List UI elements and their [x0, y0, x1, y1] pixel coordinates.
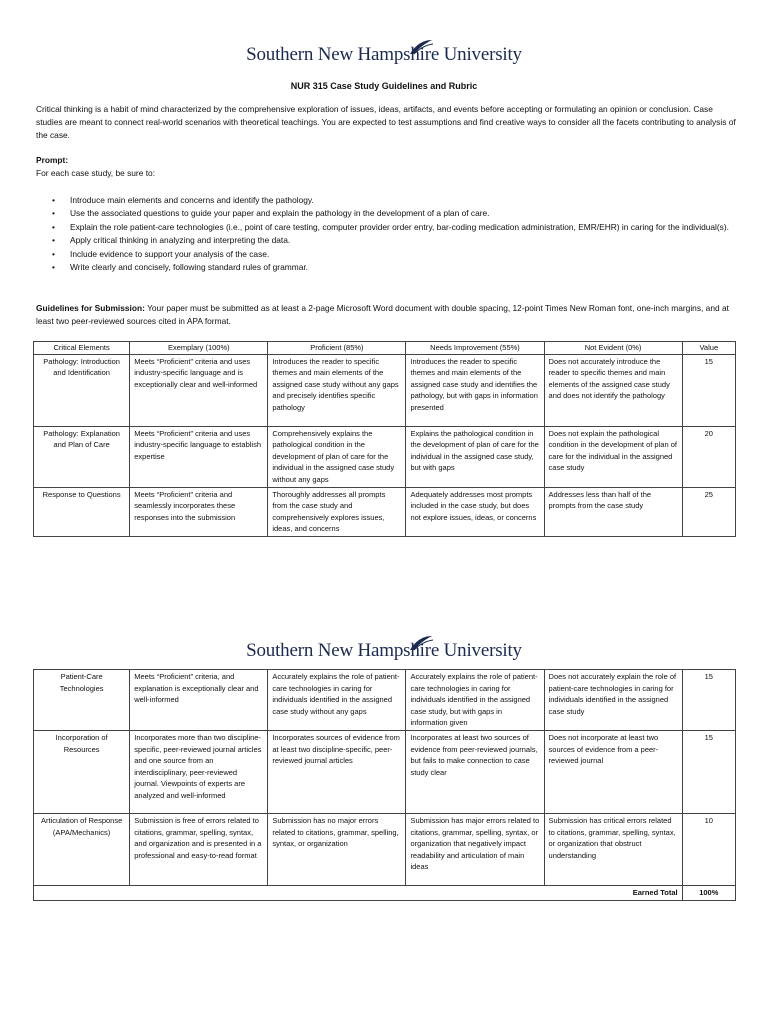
exemplary-cell: Meets “Proficient” criteria and uses industry-specific language and is exceptionally clear and well-informed: [130, 354, 268, 426]
list-item: • Include evidence to support your analysis of the case.: [52, 248, 742, 261]
column-header: Exemplary (100%): [130, 342, 268, 355]
prompt-heading: Prompt:: [36, 155, 69, 165]
critical-element-cell: Pathology: Explanation and Plan of Care: [34, 426, 130, 487]
submission-guidelines-label: Guidelines for Submission:: [36, 303, 145, 313]
table-row: [34, 813, 736, 885]
not-evident-cell: Addresses less than half of the prompts from the case study: [544, 487, 682, 536]
column-header: Needs Improvement (55%): [406, 342, 544, 355]
value-cell: 20: [682, 426, 735, 487]
earned-total-value: 100%: [682, 885, 735, 900]
value-cell: 15: [682, 354, 735, 426]
list-item: • Write clearly and concisely, following standard rules of grammar.: [52, 261, 742, 274]
prompt-subheading: For each case study, be sure to:: [36, 168, 156, 178]
critical-element-cell: Pathology: Introduction and Identification: [34, 354, 130, 426]
logo-swoosh-icon: [408, 634, 434, 652]
exemplary-cell: Incorporates more than two discipline-specific, peer-reviewed journal articles and one source from an interdisciplinary, peer-reviewed journal. Viewpoints of experts are analyzed and well-informed: [130, 730, 268, 813]
critical-element-cell: Response to Questions: [34, 487, 130, 536]
not-evident-cell: Does not explain the pathological condition in the development of plan of care for the individual in the assigned case study: [544, 426, 682, 487]
total-row: [34, 885, 736, 900]
intro-paragraph: Critical thinking is a habit of mind characterized by the comprehensive exploration of issues, ideas, artifacts, and events before accepting or formulating an opinion or conclusion. Case studies are meant to connect real-world scenarios with theoretical teachings. You are expected to test assumptions and find creative ways to consider all the facets contributing to analysis of the case.: [36, 104, 736, 140]
needs-improvement-cell: Introduces the reader to specific themes and main elements of the assigned case study and identifies the pathology, but with gaps in information presented: [406, 354, 544, 426]
table-row: [34, 670, 736, 731]
needs-improvement-cell: Incorporates at least two sources of evidence from peer-reviewed journals, but fails to make connection to case study clear: [406, 730, 544, 813]
critical-element-cell: Articulation of Response (APA/Mechanics): [34, 813, 130, 885]
proficient-cell: Submission has no major errors related to citations, grammar, spelling, syntax, or organization: [268, 813, 406, 885]
table-row: [34, 354, 736, 426]
bullet-icon: •: [52, 235, 55, 246]
bullet-icon: •: [52, 208, 55, 219]
value-cell: 15: [682, 730, 735, 813]
table-row: [34, 730, 736, 813]
value-cell: 25: [682, 487, 735, 536]
bullet-icon: •: [52, 248, 55, 259]
not-evident-cell: Does not accurately explain the role of patient-care technologies in caring for individuals identified in the assigned case study: [544, 670, 682, 731]
exemplary-cell: Meets “Proficient” criteria and uses industry-specific language to establish expertise: [130, 426, 268, 487]
needs-improvement-cell: Adequately addresses most prompts included in the case study, but does not explore issues, ideas, or concerns: [406, 487, 544, 536]
critical-element-cell: Patient-Care Technologies: [34, 670, 130, 731]
bullet-icon: •: [52, 262, 55, 273]
proficient-cell: Incorporates sources of evidence from at least two discipline-specific, peer-reviewed journal articles: [268, 730, 406, 813]
needs-improvement-cell: Explains the pathological condition in the development of plan of care for the individual in the assigned case study, but with gaps: [406, 426, 544, 487]
prompt-bullet-list: [52, 194, 742, 274]
list-item: • Use the associated questions to guide your paper and explain the pathology in the development of a plan of care.: [52, 207, 742, 220]
university-logo: [0, 640, 768, 662]
needs-improvement-cell: Accurately explains the role of patient-care technologies in caring for individuals identified in the assigned case study, but with gaps in information given: [406, 670, 544, 731]
submission-guidelines-text: Your paper must be submitted as at least a 2-page Microsoft Word document with double spacing, 12-point Times New Roman font, one-inch margins, and at least two peer-reviewed sources cited in APA format.: [36, 303, 729, 326]
rubric-table-part2: [33, 669, 736, 901]
bullet-icon: •: [52, 221, 55, 232]
list-item: • Apply critical thinking in analyzing and interpreting the data.: [52, 234, 742, 247]
proficient-cell: Introduces the reader to specific themes and main elements of the assigned case study without any gaps and precisely identifies specific pathology: [268, 354, 406, 426]
not-evident-cell: Does not accurately introduce the reader to specific themes and main elements of the assigned case study and does not identify the pathology: [544, 354, 682, 426]
list-item: • Introduce main elements and concerns and identify the pathology.: [52, 194, 742, 207]
table-header-row: [34, 342, 736, 355]
proficient-cell: Thoroughly addresses all prompts from the case study and comprehensively explores issues, ideas, and concerns: [268, 487, 406, 536]
logo-swoosh-icon: [408, 38, 434, 56]
column-header: Value: [682, 342, 735, 355]
rubric-table-part1: [33, 341, 736, 537]
earned-total-label: Earned Total: [34, 885, 683, 900]
column-header: Proficient (85%): [268, 342, 406, 355]
exemplary-cell: Meets “Proficient” criteria, and explanation is exceptionally clear and well-informed: [130, 670, 268, 731]
list-item: • Explain the role patient-care technologies (i.e., point of care testing, computer provider order entry, bar-coding medication administration, EMR/EHR) in caring for the individual(s).: [52, 221, 742, 234]
column-header: Critical Elements: [34, 342, 130, 355]
critical-element-cell: Incorporation of Resources: [34, 730, 130, 813]
university-logo-text: Southern New Hampshire University: [246, 44, 522, 65]
university-logo-text: Southern New Hampshire University: [246, 640, 522, 661]
exemplary-cell: Meets “Proficient” criteria and seamlessly incorporates these responses into the submission: [130, 487, 268, 536]
needs-improvement-cell: Submission has major errors related to citations, grammar, spelling, syntax, or organization that negatively impact readability and articulation of main ideas: [406, 813, 544, 885]
table-row: [34, 487, 736, 536]
value-cell: 10: [682, 813, 735, 885]
not-evident-cell: Submission has critical errors related to citations, grammar, spelling, syntax, or organization that obstruct understanding: [544, 813, 682, 885]
not-evident-cell: Does not incorporate at least two sources of evidence from a peer-reviewed journal: [544, 730, 682, 813]
university-logo: [0, 44, 768, 66]
exemplary-cell: Submission is free of errors related to citations, grammar, spelling, syntax, and organization and is presented in a professional and easy-to-read format: [130, 813, 268, 885]
value-cell: 15: [682, 670, 735, 731]
column-header: Not Evident (0%): [544, 342, 682, 355]
table-row: [34, 426, 736, 487]
bullet-icon: •: [52, 195, 55, 205]
document-title: NUR 315 Case Study Guidelines and Rubric: [290, 81, 478, 91]
submission-guidelines: [36, 302, 736, 328]
proficient-cell: Accurately explains the role of patient-care technologies in caring for individuals identified in the assigned case study without any gaps: [268, 670, 406, 731]
proficient-cell: Comprehensively explains the pathological condition in the development of plan of care for the individual in the assigned case study without any gaps: [268, 426, 406, 487]
